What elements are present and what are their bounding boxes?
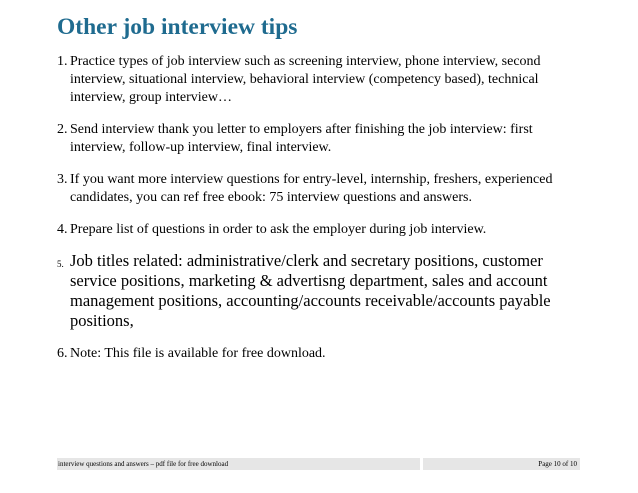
tip-item <box>57 221 587 239</box>
slide-title: Other job interview tips <box>57 14 298 40</box>
footer-caption: interview questions and answers – pdf file for free download <box>57 458 420 470</box>
tip-number: 4. <box>57 222 68 237</box>
tip-text: Prepare list of questions in order to ask the employer during job interview. <box>70 222 487 237</box>
tip-text: If you want more interview questions for entry-level, internship, freshers, experienced candidates, you can ref free ebook: 75 interview questions and answers. <box>70 172 553 205</box>
tip-number: 5. <box>57 259 64 269</box>
tip-number: 6. <box>57 346 68 361</box>
tip-text: Note: This file is available for free download. <box>70 346 326 361</box>
tip-number: 1. <box>57 54 68 69</box>
tip-item <box>57 53 587 107</box>
tip-number: 3. <box>57 172 68 187</box>
tips-list <box>57 53 587 363</box>
tip-text: Job titles related: administrative/clerk and secretary positions, customer service positions, marketing & advertisng department, sales and account management positions, accounting/accounts receivable/accounts payable positions, <box>70 251 551 330</box>
tip-number: 2. <box>57 122 68 137</box>
tip-text: Send interview thank you letter to employers after finishing the job interview: first interview, follow-up interview, final interview. <box>70 122 533 155</box>
footer-bar <box>57 458 580 470</box>
tip-item <box>57 251 587 331</box>
tip-item <box>57 171 587 207</box>
tip-text: Practice types of job interview such as screening interview, phone interview, second interview, situational interview, behavioral interview (competency based), technical interview, group interview… <box>70 54 541 105</box>
page-number: Page 10 of 10 <box>423 458 580 470</box>
tip-item <box>57 345 587 363</box>
tip-item <box>57 121 587 157</box>
